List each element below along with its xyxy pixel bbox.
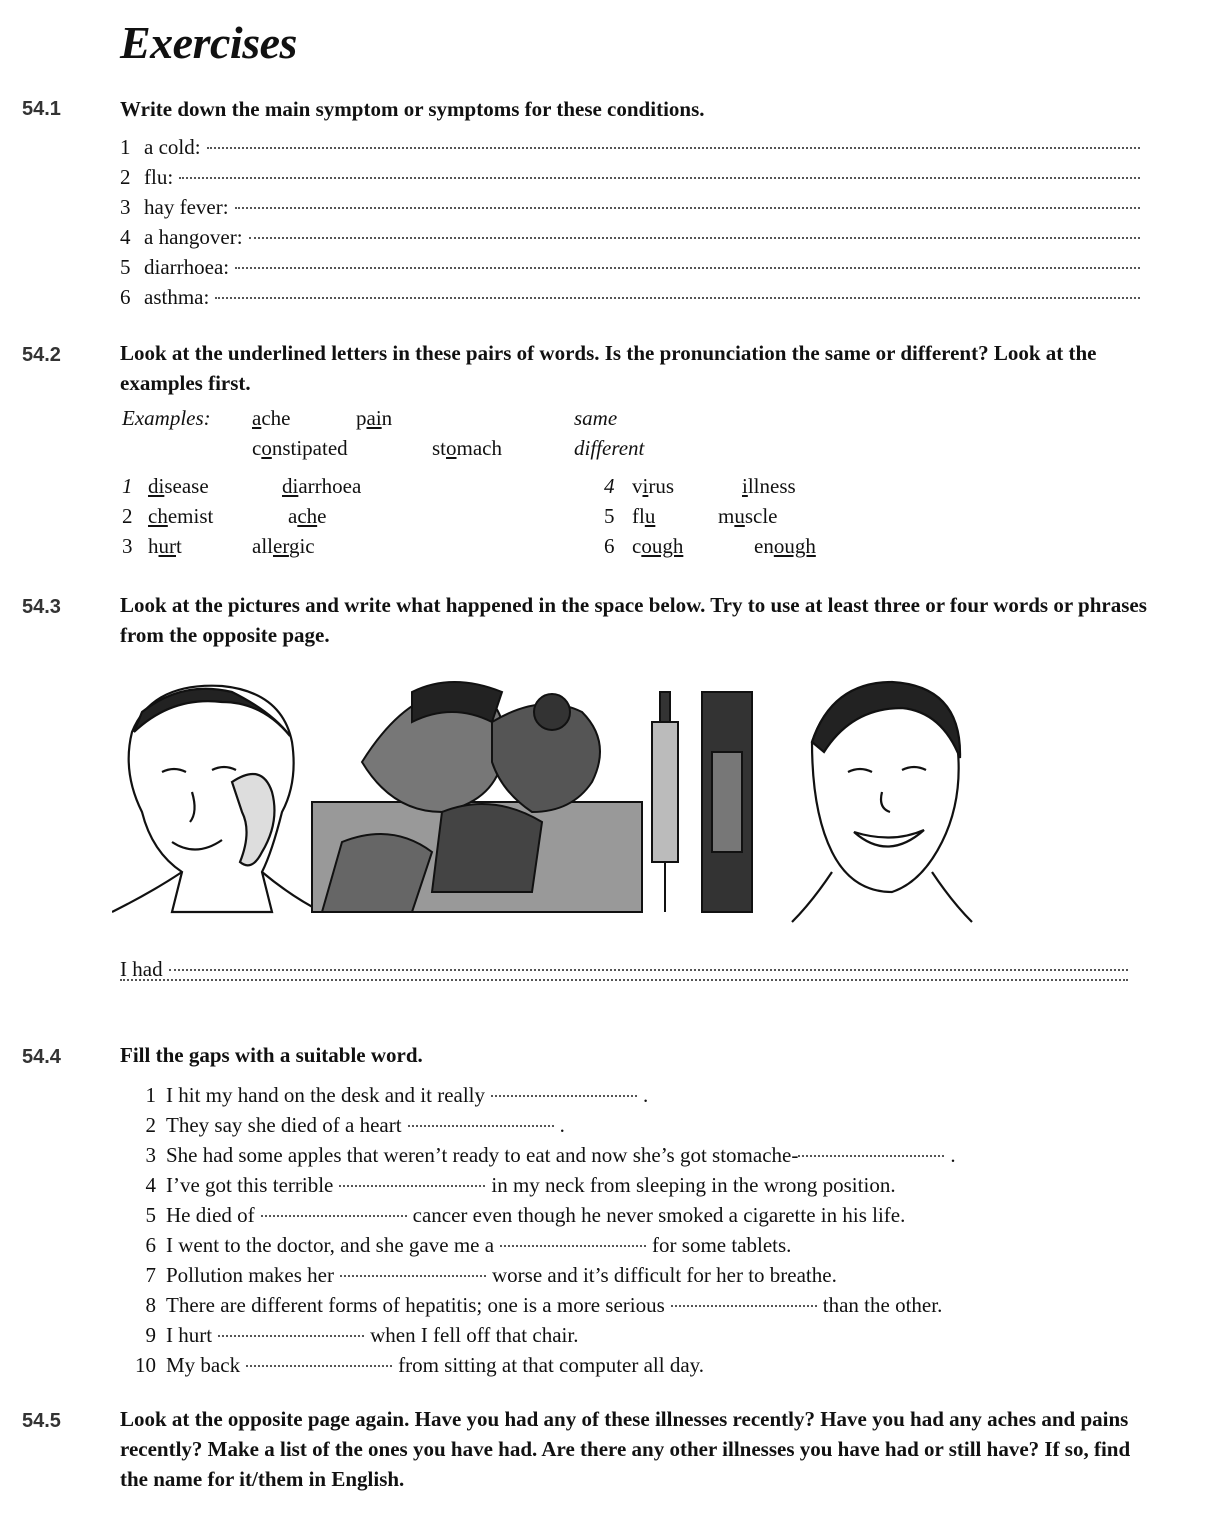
- answer-line[interactable]: [120, 979, 1128, 981]
- example-2-word-1: constipated: [252, 436, 348, 460]
- exercise-1-item-4[interactable]: 4 a hangover:: [120, 222, 1140, 252]
- exercise-number-54-2: 54.2: [22, 344, 61, 366]
- exercise-4-instruction: Fill the gaps with a suitable word.: [120, 1043, 423, 1067]
- smiling-man-illustration: [792, 682, 972, 922]
- exercise-4-item-1[interactable]: 1 I hit my hand on the desk and it really .: [145, 1083, 649, 1107]
- pair-4-word-2: illness: [742, 474, 796, 498]
- exercise-1-item-6[interactable]: 6 asthma:: [120, 282, 1140, 312]
- answer-line[interactable]: [169, 969, 1128, 971]
- exercise-3-answer-area: [120, 954, 1128, 1014]
- example-2-word-2: stomach: [432, 436, 502, 460]
- exercise-3-instruction: Look at the pictures and write what happened in the space below. Try to use at least three or four words or phrases from the opposite page.: [120, 593, 1147, 647]
- exercise-4-item-5[interactable]: 5 He died of cancer even though he never smoked a cigarette in his life.: [145, 1203, 906, 1227]
- gap-blank[interactable]: [671, 1305, 817, 1307]
- pair-6-word-2: enough: [754, 534, 816, 558]
- page-title: Exercises: [120, 17, 297, 68]
- pair-1[interactable]: 1 disease: [122, 474, 209, 498]
- answer-line[interactable]: [207, 147, 1140, 149]
- example-1-word-1: ache: [252, 406, 291, 430]
- pair-3[interactable]: 3 hurt: [122, 534, 182, 558]
- gap-blank[interactable]: [491, 1095, 637, 1097]
- exercise-1-list: [120, 132, 1140, 312]
- exercise-4-item-4[interactable]: 4 I’ve got this terrible in my neck from sleeping in the wrong position.: [145, 1173, 896, 1197]
- exercise-1-item-5[interactable]: 5 diarrhoea:: [120, 252, 1140, 282]
- exercise-4-item-9[interactable]: 9 I hurt when I fell off that chair.: [145, 1323, 579, 1347]
- answer-line[interactable]: [215, 297, 1140, 299]
- exercise-4-item-8[interactable]: 8 There are different forms of hepatitis; one is a more serious than the other.: [145, 1293, 943, 1317]
- exercise-4-item-7[interactable]: 7 Pollution makes her worse and it’s difficult for her to breathe.: [145, 1263, 837, 1287]
- gap-blank[interactable]: [798, 1155, 944, 1157]
- exercise-4-item-6[interactable]: 6 I went to the doctor, and she gave me a for some tablets.: [145, 1233, 792, 1257]
- exercise-number-54-1: 54.1: [22, 98, 61, 120]
- pair-6[interactable]: 6 cough: [604, 534, 684, 558]
- illustration-toothache-dentist-smile: [112, 672, 976, 926]
- exercise-3-answer-line-2[interactable]: [120, 984, 1128, 1014]
- pair-2-word-2: ache: [288, 504, 327, 528]
- answer-line[interactable]: [235, 207, 1140, 209]
- gap-blank[interactable]: [246, 1365, 392, 1367]
- example-1-answer: same: [574, 406, 618, 430]
- exercise-4-item-3[interactable]: 3 She had some apples that weren’t ready to eat and now she’s got stomache- .: [145, 1143, 956, 1167]
- exercise-number-54-4: 54.4: [22, 1046, 61, 1068]
- gap-blank[interactable]: [261, 1215, 407, 1217]
- pair-5-word-2: muscle: [718, 504, 778, 528]
- exercise-1-item-2[interactable]: 2 flu:: [120, 162, 1140, 192]
- exercise-2-instruction: Look at the underlined letters in these pairs of words. Is the pronunciation the same or different? Look at the examples first.: [120, 341, 1097, 395]
- gap-blank[interactable]: [218, 1335, 364, 1337]
- pair-5[interactable]: 5 flu: [604, 504, 656, 528]
- pair-4[interactable]: 4 virus: [604, 474, 675, 498]
- exercise-3-answer-line-1[interactable]: I had: [120, 954, 1128, 984]
- exercise-1-item-3[interactable]: 3 hay fever:: [120, 192, 1140, 222]
- exercise-number-54-5: 54.5: [22, 1410, 61, 1432]
- example-1-word-2: pain: [356, 406, 393, 430]
- exercise-4-list: [120, 1080, 1170, 1380]
- gap-blank[interactable]: [408, 1125, 554, 1127]
- gap-blank[interactable]: [340, 1275, 486, 1277]
- gap-blank[interactable]: [500, 1245, 646, 1247]
- dentist-scene-illustration: [312, 682, 642, 912]
- examples-label: Examples:: [122, 406, 211, 430]
- pair-3-word-2: allergic: [252, 534, 315, 558]
- syringe-illustration: [652, 692, 752, 912]
- exercise-5-instruction: Look at the opposite page again. Have you had any of these illnesses recently? Have you had any aches and pains recently? Make a list of the ones you have had. Are there any other illnesses you have had or still have? If so, find the name for it/them in English.: [120, 1407, 1131, 1491]
- gap-blank[interactable]: [339, 1185, 485, 1187]
- exercise-number-54-3: 54.3: [22, 596, 61, 618]
- exercise-4-item-2[interactable]: 2 They say she died of a heart .: [145, 1113, 565, 1137]
- exercise-1-instruction: Write down the main symptom or symptoms for these conditions.: [120, 97, 705, 121]
- answer-line[interactable]: [179, 177, 1140, 179]
- exercise-4-item-10[interactable]: 10 My back from sitting at that computer all day.: [135, 1353, 705, 1377]
- toothache-man-illustration: [112, 686, 322, 912]
- example-2-answer: different: [574, 436, 645, 460]
- answer-line[interactable]: [235, 267, 1140, 269]
- pair-1-word-2: diarrhoea: [282, 474, 362, 498]
- exercise-1-item-1[interactable]: 1 a cold:: [120, 132, 1140, 162]
- pair-2[interactable]: 2 chemist: [122, 504, 214, 528]
- answer-line[interactable]: [249, 237, 1140, 239]
